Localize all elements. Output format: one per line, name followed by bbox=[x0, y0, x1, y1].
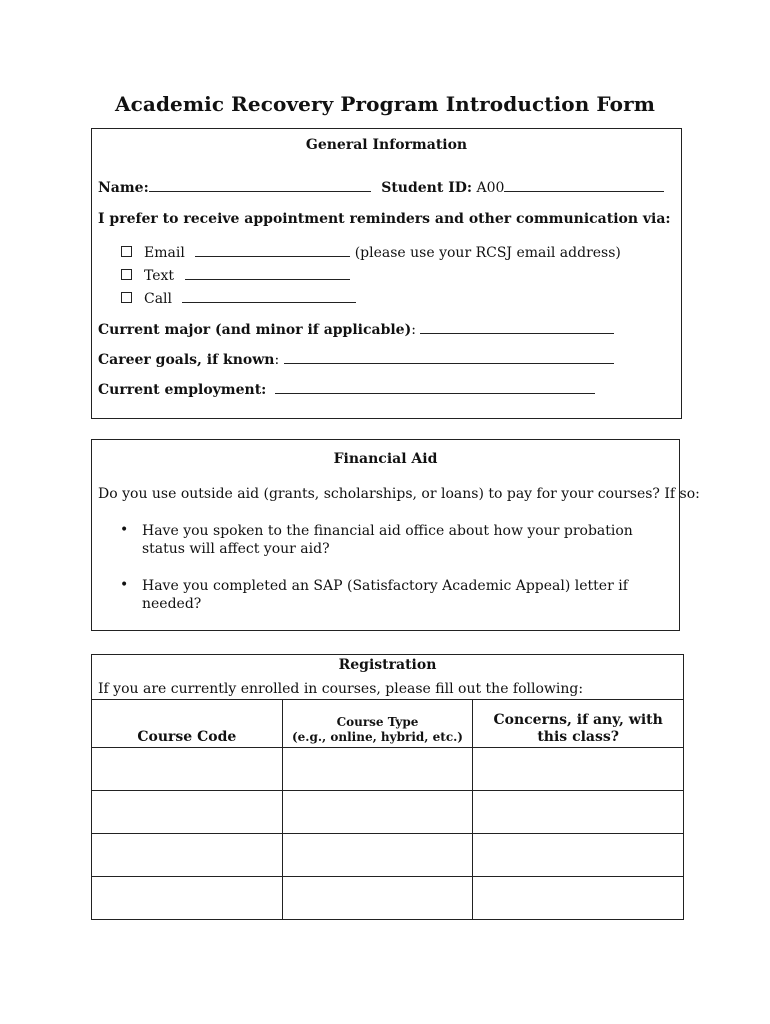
form-title: Academic Recovery Program Introduction Form bbox=[115, 92, 655, 116]
communication-preference-prompt: I prefer to receive appointment reminders and other communication via: bbox=[98, 211, 671, 227]
text-option-label: Text bbox=[144, 268, 175, 284]
text-field[interactable] bbox=[185, 267, 350, 280]
major-field[interactable] bbox=[420, 321, 614, 334]
employment-label: Current employment: bbox=[98, 382, 267, 398]
career-goals-label: Career goals, if known bbox=[98, 352, 275, 368]
bullet-text: Have you spoken to the financial aid office about how your probation status will affect your aid? bbox=[142, 523, 633, 557]
concerns-header: Concerns, if any, with this class? bbox=[473, 700, 684, 748]
course-type-cell[interactable] bbox=[282, 748, 473, 791]
email-note: (please use your RCSJ email address) bbox=[354, 245, 621, 261]
call-option-label: Call bbox=[144, 291, 173, 307]
student-id-label: Student ID: bbox=[381, 180, 473, 196]
course-table bbox=[91, 699, 684, 920]
course-type-cell[interactable] bbox=[282, 877, 473, 920]
concerns-cell[interactable] bbox=[473, 877, 684, 920]
major-label: Current major (and minor if applicable) bbox=[98, 322, 412, 338]
name-field[interactable] bbox=[149, 179, 371, 192]
email-field[interactable] bbox=[195, 244, 350, 257]
option-call bbox=[121, 290, 356, 307]
table-row bbox=[92, 877, 684, 920]
career-goals-field[interactable] bbox=[284, 351, 614, 364]
concerns-cell[interactable] bbox=[473, 748, 684, 791]
general-information-heading: General Information bbox=[305, 137, 468, 153]
text-checkbox[interactable] bbox=[121, 269, 132, 280]
registration-section bbox=[91, 654, 684, 700]
course-code-cell[interactable] bbox=[92, 834, 283, 877]
bullet-text: Have you completed an SAP (Satisfactory Academic Appeal) letter if needed? bbox=[142, 578, 628, 612]
general-information-section: General Information Name: Student ID: A00 I prefer to receive appointment reminders and other communication via: Email (please use your RCSJ email address) Text Call Current major (and minor if applicable): Career goals, if known: Current employment: bbox=[91, 128, 682, 419]
registration-instruction: If you are currently enrolled in courses, please fill out the following: bbox=[98, 681, 584, 697]
student-id-field[interactable] bbox=[504, 179, 664, 192]
financial-aid-section: Financial Aid Do you use outside aid (grants, scholarships, or loans) to pay for your courses? If so: • Have you spoken to the financial aid office about how your probation status will affect your aid? • Have you completed an SAP (Satisfactory Academic Appeal) letter if needed? bbox=[91, 439, 680, 631]
registration-heading: Registration bbox=[338, 657, 437, 673]
name-label: Name: bbox=[98, 180, 149, 196]
course-type-header: Course Type (e.g., online, hybrid, etc.) bbox=[282, 700, 473, 748]
call-checkbox[interactable] bbox=[121, 292, 132, 303]
email-checkbox[interactable] bbox=[121, 246, 132, 257]
call-field[interactable] bbox=[182, 290, 356, 303]
concerns-cell[interactable] bbox=[473, 834, 684, 877]
outside-aid-question: Do you use outside aid (grants, scholarships, or loans) to pay for your courses? If so: bbox=[98, 486, 700, 502]
student-id-prefix: A00 bbox=[476, 180, 505, 196]
email-option-label: Email bbox=[144, 245, 185, 261]
option-email bbox=[121, 244, 621, 261]
course-code-cell[interactable] bbox=[92, 748, 283, 791]
option-text bbox=[121, 267, 350, 284]
concerns-cell[interactable] bbox=[473, 791, 684, 834]
table-row bbox=[92, 834, 684, 877]
financial-aid-heading: Financial Aid bbox=[333, 451, 438, 467]
table-row bbox=[92, 748, 684, 791]
table-row bbox=[92, 791, 684, 834]
course-code-header: Course Code bbox=[92, 700, 283, 748]
course-code-cell[interactable] bbox=[92, 791, 283, 834]
course-code-cell[interactable] bbox=[92, 877, 283, 920]
course-type-cell[interactable] bbox=[282, 791, 473, 834]
course-type-cell[interactable] bbox=[282, 834, 473, 877]
employment-field[interactable] bbox=[275, 381, 595, 394]
